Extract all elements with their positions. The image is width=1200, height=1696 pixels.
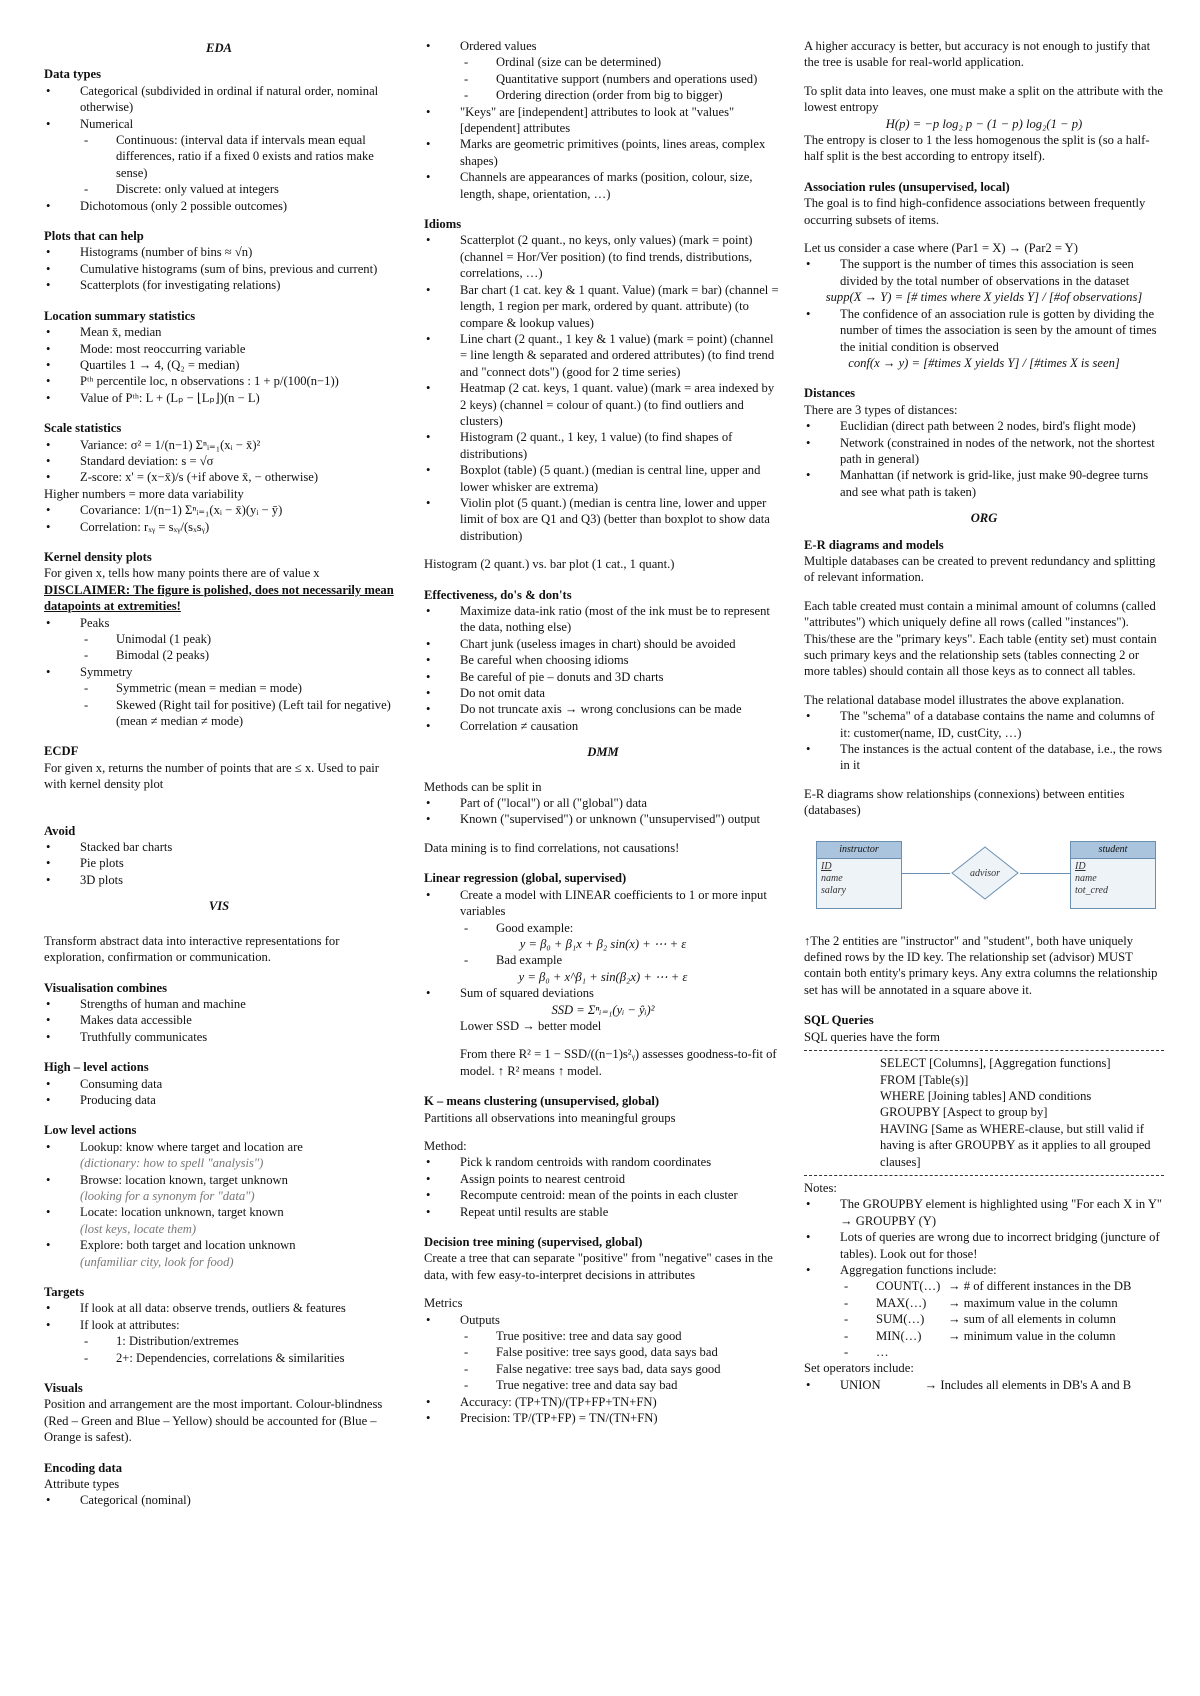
heading-sql: SQL Queries (804, 1013, 874, 1028)
heading-scale-stats: Scale statistics (44, 421, 122, 436)
paragraph: From there R² = 1 − SSD/((n−1)s²ᵧ) assesses goodness-to-fit of model. ↑ R² means ↑ model. (460, 1047, 777, 1078)
section-title-vis: VIS (208, 899, 230, 914)
list-item: • Maximize data-ink ratio (most of the ink must be to represent the data, nothing else) (424, 603, 782, 636)
heading-high-actions: High – level actions (44, 1060, 149, 1075)
aggregation-item (804, 1295, 1164, 1311)
agg-desc: → maximum value in the column (948, 1295, 1118, 1310)
list-item: • Assign points to nearest centroid (424, 1171, 782, 1187)
list-item: • Outputs (424, 1312, 782, 1328)
paragraph: Transform abstract data into interactive representations for exploration, confirmation or communication. (44, 933, 340, 965)
list-item: • Locate: location unknown, target known (44, 1204, 394, 1220)
entity-instructor (816, 841, 902, 909)
list-item: • Create a model with LINEAR coefficients to 1 or more input variables (424, 887, 782, 920)
equation: H(p) = −p log₂ p − (1 − p) log₂(1 − p) (885, 116, 1083, 131)
list-item: • The instances is the actual content of the database, i.e., the rows in it (804, 741, 1164, 774)
list-item: • Known ("supervised") or unknown ("unsupervised") output (424, 811, 782, 827)
list-item: • Mean x̄, median (44, 324, 394, 340)
list-item: • Symmetry (44, 664, 394, 680)
sub-list-item: - True negative: tree and data say bad (424, 1377, 782, 1393)
sub-list-item: - Skewed (Right tail for positive) (Left tail for negative) (mean ≠ median ≠ mode) (44, 697, 394, 730)
list-item: • Quartiles 1 → 4, (Q₂ = median) (44, 357, 394, 373)
list-item: • Producing data (44, 1092, 394, 1108)
paragraph: E-R diagrams show relationships (connexions) between entities (databases) (804, 786, 1125, 818)
heading-vis-combines: Visualisation combines (44, 980, 168, 995)
sub-list-item: - Ordinal (size can be determined) (424, 54, 782, 70)
paragraph: Multiple databases can be created to prevent redundancy and splitting of relevant information. (804, 553, 1156, 585)
paragraph: Set operators include: (804, 1361, 914, 1376)
list-item: • Correlation ≠ causation (424, 718, 782, 734)
list-item: • Consuming data (44, 1076, 394, 1092)
paragraph: The relational database model illustrates the above explanation. (804, 692, 1125, 707)
paragraph: Let us consider a case where (Par1 = X) → (Par2 = Y) (804, 241, 1078, 256)
agg-func: - SUM(…) (876, 1312, 925, 1327)
sub-list-item: - Quantitative support (numbers and operations used) (424, 71, 782, 87)
equation: y = β₀ + x^β₁ + sin(β₂x) + ⋯ + ε (518, 969, 688, 984)
entity-student (1070, 841, 1156, 909)
heading-association-rules: Association rules (unsupervised, local) (804, 179, 1010, 194)
heading-effectiveness: Effectiveness, do's & don'ts (424, 587, 572, 602)
agg-desc: → sum of all elements in column (948, 1312, 1116, 1327)
list-item: • Ordered values (424, 38, 782, 54)
sub-list-item: - Bimodal (2 peaks) (44, 647, 394, 663)
aggregation-item (804, 1344, 1164, 1360)
paragraph: Partitions all observations into meaningful groups (424, 1110, 676, 1125)
equation: y = β₀ + β₁x + β₂ sin(x) + ⋯ + ε (519, 936, 687, 951)
sub-list-item: - False negative: tree says bad, data says good (424, 1361, 782, 1377)
example-text: (dictionary: how to spell "analysis") (80, 1156, 264, 1171)
paragraph: Methods can be split in (424, 779, 542, 794)
divider (804, 1050, 1164, 1051)
paragraph: To split data into leaves, one must make a split on the attribute with the lowest entropy (804, 83, 1164, 115)
list-item: • Do not omit data (424, 685, 782, 701)
list-item: • The "schema" of a database contains the name and columns of it: customer(name, ID, custCity, …) (804, 708, 1164, 741)
list-item: • Pick k random centroids with random coordinates (424, 1154, 782, 1170)
entity-field: name (821, 872, 843, 884)
list-item: • Boxplot (table) (5 quant.) (median is central line, upper and lower whisker are extrema) (424, 462, 782, 495)
paragraph: Higher numbers = more data variability (44, 486, 244, 501)
list-item: • The support is the number of times this association is seen divided by the total number of observations in the dataset (804, 256, 1164, 289)
paragraph: For given x, returns the number of points that are ≤ x. Used to pair with kernel density plot (44, 760, 379, 792)
sql-line: FROM [Table(s)] (880, 1072, 969, 1087)
list-item: • Stacked bar charts (44, 839, 394, 855)
relation-line-right (1020, 873, 1070, 874)
list-item: • Truthfully communicates (44, 1029, 394, 1045)
list-item: • Peaks (44, 615, 394, 631)
list-item: • Histograms (number of bins ≈ √n) (44, 244, 394, 260)
paragraph: Histogram (2 quant.) vs. bar plot (1 cat., 1 quant.) (424, 557, 675, 572)
paragraph: Data mining is to find correlations, not causations! (424, 840, 680, 855)
agg-desc: → minimum value in the column (948, 1328, 1116, 1343)
list-item: • Value of Pᵗʰ: L + (Lₚ − ⌊Lₚ⌋)(n − L) (44, 390, 394, 406)
entity-title: student (1071, 842, 1155, 859)
list-item: • Heatmap (2 cat. keys, 1 quant. value) (mark = area indexed by 2 keys) (channel = colour of quant.) (to find outliers and clusters) (424, 380, 782, 429)
entity-field: salary (821, 884, 846, 896)
divider (804, 1175, 1164, 1176)
section-title-dmm: DMM (587, 745, 619, 760)
list-item: • Makes data accessible (44, 1012, 394, 1028)
list-item: • Categorical (nominal) (44, 1492, 394, 1508)
list-item: • Correlation: rₓᵧ = sₓᵧ/(sₓsᵧ) (44, 519, 394, 535)
paragraph: The entropy is closer to 1 the less homogenous the split is (so a half-half split is the best according to entropy itself). (804, 133, 1150, 164)
list-item: • 3D plots (44, 872, 394, 888)
paragraph: Attribute types (44, 1477, 120, 1492)
list-item: • Z-score: x' = (x−x̄)/s (+if above x̄, − otherwise) (44, 469, 394, 485)
list-item: • Do not truncate axis → wrong conclusions can be made (424, 701, 782, 717)
paragraph: Metrics (424, 1296, 463, 1311)
example-text: (looking for a synonym for "data") (80, 1188, 255, 1203)
heading-kmeans: K – means clustering (unsupervised, global) (424, 1094, 660, 1109)
heading-visuals: Visuals (44, 1381, 83, 1396)
heading-avoid: Avoid (44, 823, 76, 838)
sub-list-item: - Discrete: only valued at integers (44, 181, 394, 197)
list-item: • Pᵗʰ percentile loc, n observations : 1 + p/(100(n−1)) (44, 373, 394, 389)
paragraph: ↑The 2 entities are "instructor" and "student", both have uniquely defined rows by the ID key. The relationship set (advisor) MUST contain both entity's primary keys. Any extra columns the relationship set has will be annotated in a square above it. (804, 933, 1158, 997)
list-item: • Manhattan (if network is grid-like, just make 90-degree turns and see what path is taken) (804, 467, 1164, 500)
list-item: • UNION → Includes all elements in DB's A and B (804, 1377, 1164, 1393)
heading-location-stats: Location summary statistics (44, 308, 196, 323)
list-item: • Be careful of pie – donuts and 3D charts (424, 669, 782, 685)
list-item: • "Keys" are [independent] attributes to look at "values" [dependent] attributes (424, 104, 782, 137)
list-item: • Histogram (2 quant., 1 key, 1 value) (to find shapes of distributions) (424, 429, 782, 462)
disclaimer: DISCLAIMER: The figure is polished, does not necessarily mean datapoints at extremities! (44, 582, 394, 614)
sql-line: SELECT [Columns], [Aggregation functions] (880, 1056, 1111, 1071)
agg-func: - COUNT(…) (876, 1279, 941, 1294)
sql-line: GROUPBY [Aspect to group by] (880, 1105, 1048, 1120)
list-item: • Covariance: 1/(n−1) Σⁿᵢ₌₁(xᵢ − x̄)(yᵢ − ȳ) (44, 502, 394, 518)
list-item: • Be careful when choosing idioms (424, 652, 782, 668)
aggregation-item (804, 1328, 1164, 1344)
section-title-eda: EDA (206, 41, 232, 55)
paragraph: Method: (424, 1138, 467, 1153)
list-item: • Part of ("local") or all ("global") data (424, 795, 782, 811)
entity-field: ID (1075, 860, 1086, 872)
equation: supp(X → Y) = [# times where X yields Y] / [#of observations] (825, 290, 1143, 305)
list-item: • Categorical (subdivided in ordinal if natural order, nominal otherwise) (44, 83, 394, 116)
list-item: • Explore: both target and location unknown (44, 1237, 394, 1253)
paragraph: The goal is to find high-confidence associations between frequently occurring subsets of items. (804, 196, 1146, 227)
list-item: • If look at attributes: (44, 1317, 394, 1333)
list-item: • Repeat until results are stable (424, 1204, 782, 1220)
example-text: (unfamiliar city, look for food) (80, 1254, 234, 1269)
paragraph: Lower SSD → better model (460, 1018, 602, 1033)
paragraph: Notes: (804, 1180, 837, 1195)
heading-encoding: Encoding data (44, 1460, 123, 1475)
sub-list-item: - 2+: Dependencies, correlations & similarities (44, 1350, 394, 1366)
list-item: • Bar chart (1 cat. key & 1 quant. Value) (mark = bar) (channel = length, 1 region per mark, ordered by quant. attribute) (to compare & lookup values) (424, 282, 782, 331)
heading-er-diagrams: E-R diagrams and models (804, 537, 944, 552)
er-diagram (804, 829, 1164, 925)
heading-linear-regression: Linear regression (global, supervised) (424, 871, 627, 886)
list-item: • Chart junk (useless images in chart) should be avoided (424, 636, 782, 652)
sub-list-item: - Continuous: (interval data if intervals mean equal differences, ratio if a fixed 0 exists and ratios make sense) (44, 132, 394, 181)
heading-plots: Plots that can help (44, 229, 144, 244)
list-item: • Aggregation functions include: (804, 1262, 1164, 1278)
list-item: • Dichotomous (only 2 possible outcomes) (44, 198, 394, 214)
list-item: • Pie plots (44, 855, 394, 871)
list-item: • Line chart (2 quant., 1 key & 1 value) (mark = point) (channel = line length & separated and ordered attributes) (to find trend and "connect dots") (good for 2 time series) (424, 331, 782, 380)
list-item: • Lots of queries are wrong due to incorrect bridging (juncture of tables). Look out for those! (804, 1229, 1164, 1262)
sql-line: HAVING [Same as WHERE-clause, but still valid if having is after GROUPBY as it applies to all grouped clauses] (880, 1121, 1151, 1169)
heading-targets: Targets (44, 1285, 85, 1299)
sub-list-item: - Good example: (424, 920, 782, 936)
aggregation-item (804, 1311, 1164, 1327)
sub-list-item: - False positive: tree says good, data says bad (424, 1344, 782, 1360)
column-1 (44, 38, 394, 1509)
entity-field: name (1075, 872, 1097, 884)
agg-func: - … (876, 1345, 889, 1359)
list-item: • Network (constrained in nodes of the network, not the shortest path in general) (804, 435, 1164, 468)
sub-list-item: - Ordering direction (order from big to bigger) (424, 87, 782, 103)
aggregation-item (804, 1278, 1164, 1294)
list-item: • Scatterplot (2 quant., no keys, only values) (mark = point) (channel = Hor/Ver position) (to find trends, distributions, correlations, …) (424, 232, 782, 281)
relation-line-left (900, 873, 950, 874)
list-item: • Lookup: know where target and location are (44, 1139, 394, 1155)
relationship-label: advisor (970, 867, 1000, 879)
list-item: • Channels are appearances of marks (position, colour, size, length, shape, orientation, …) (424, 169, 782, 202)
paragraph: Position and arrangement are the most important. Colour-blindness (Red – Green and Blue – Yellow) should be accounted for (Blue – Orange is safest). (44, 1397, 383, 1445)
equation: conf(x → y) = [#times X yields Y] / [#times X is seen] (848, 355, 1120, 370)
list-item: • Cumulative histograms (sum of bins, previous and current) (44, 261, 394, 277)
paragraph: Each table created must contain a minimal amount of columns (called "attributes") which uniquely define all rows (called "instances"). This/these are the "primary keys". Each table (entity set) must contain such primary keys and the relationship sets (tables connecting 2 or more tables) should contain all those keys as to connect all tables. (804, 598, 1157, 679)
list-item: • Violin plot (5 quant.) (median is centra line, lower and upper limit of box are Q1 and Q3) (better than boxplot to show data distribution) (424, 495, 782, 544)
heading-idioms: Idioms (424, 217, 462, 232)
list-item: • Mode: most reoccurring variable (44, 341, 394, 357)
list-item: • Euclidian (direct path between 2 nodes, bird's flight mode) (804, 418, 1164, 434)
heading-ecdf: ECDF (44, 744, 79, 759)
list-item: • Browse: location known, target unknown (44, 1172, 394, 1188)
heading-distances: Distances (804, 386, 856, 401)
list-item: • Marks are geometric primitives (points, lines areas, complex shapes) (424, 136, 782, 169)
list-item: • Strengths of human and machine (44, 996, 394, 1012)
entity-title: instructor (817, 842, 901, 859)
list-item: • The confidence of an association rule is gotten by dividing the number of times the association is seen by the amount of times the initial condition is observed (804, 306, 1164, 355)
paragraph: A higher accuracy is better, but accuracy is not enough to justify that the tree is usable for real-world application. (804, 39, 1151, 70)
list-item: • Accuracy: (TP+TN)/(TP+FP+TN+FN) (424, 1394, 782, 1410)
section-title-org: ORG (970, 511, 998, 526)
column-2 (424, 38, 782, 1426)
list-item: • Standard deviation: s = √σ (44, 453, 394, 469)
heading-kde: Kernel density plots (44, 549, 152, 564)
heading-data-types: Data types (44, 67, 102, 82)
list-item: • The GROUPBY element is highlighted using "For each X in Y" → GROUPBY (Y) (804, 1196, 1164, 1229)
list-item: • Scatterplots (for investigating relations) (44, 277, 394, 293)
list-item: • If look at all data: observe trends, outliers & features (44, 1300, 394, 1316)
list-item: • Precision: TP/(TP+FP) = TN/(TN+FN) (424, 1410, 782, 1426)
list-item: • Recompute centroid: mean of the points in each cluster (424, 1187, 782, 1203)
agg-func: - MAX(…) (876, 1295, 927, 1310)
agg-desc: → # of different instances in the DB (948, 1279, 1132, 1294)
sql-line: WHERE [Joining tables] AND conditions (880, 1088, 1092, 1103)
paragraph: There are 3 types of distances: (804, 402, 958, 417)
list-item: • Sum of squared deviations (424, 985, 782, 1001)
entity-field: tot_cred (1075, 884, 1108, 896)
example-text: (lost keys, locate them) (80, 1221, 197, 1236)
entity-field: ID (821, 860, 832, 872)
list-item: • Numerical (44, 116, 394, 132)
equation: SSD = Σⁿᵢ₌₁(yᵢ − ŷᵢ)² (551, 1002, 655, 1017)
paragraph: Create a tree that can separate "positive" from "negative" cases in the data, with few easy-to-interpret decisions in attributes (424, 1251, 773, 1282)
sub-list-item: - True positive: tree and data say good (424, 1328, 782, 1344)
list-item: • Variance: σ² = 1/(n−1) Σⁿᵢ₌₁(xᵢ − x̄)² (44, 437, 394, 453)
heading-decision-tree: Decision tree mining (supervised, global) (424, 1235, 643, 1249)
sub-list-item: - Unimodal (1 peak) (44, 631, 394, 647)
paragraph: SQL queries have the form (804, 1029, 940, 1044)
sub-list-item: - Bad example (424, 952, 782, 968)
heading-low-actions: Low level actions (44, 1123, 137, 1138)
agg-func: - MIN(…) (876, 1328, 922, 1343)
column-3 (804, 38, 1164, 1393)
sub-list-item: - 1: Distribution/extremes (44, 1333, 394, 1349)
paragraph: For given x, tells how many points there are of value x (44, 566, 320, 581)
sub-list-item: - Symmetric (mean = median = mode) (44, 680, 394, 696)
